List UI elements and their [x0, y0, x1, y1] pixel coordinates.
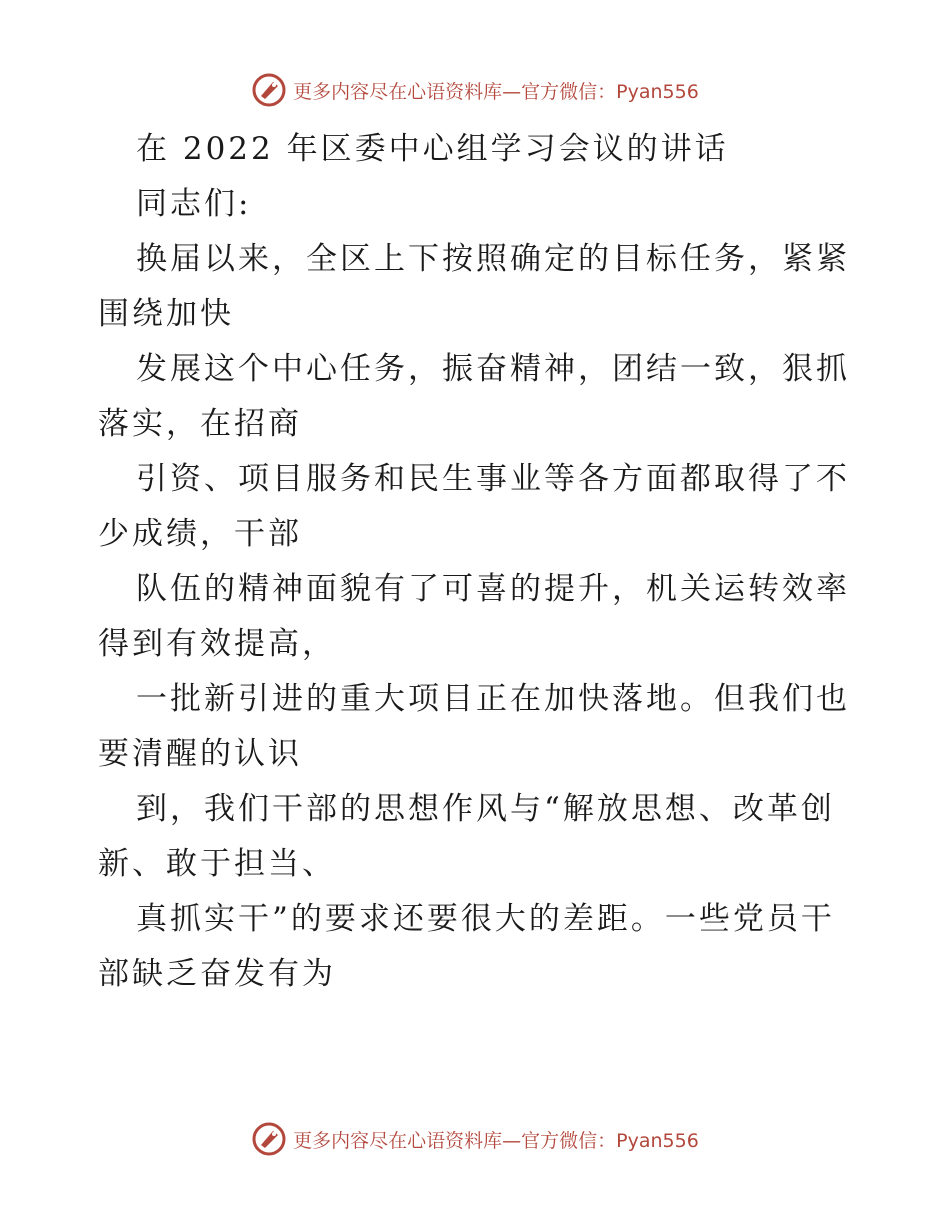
paragraph-3: 引资、项目服务和民生事业等各方面都取得了不少成绩，干部 — [98, 461, 850, 552]
paragraph-2: 发展这个中心任务，振奋精神，团结一致，狠抓落实，在招商 — [98, 351, 850, 442]
pen-nib-logo-icon — [251, 72, 287, 108]
watermark-text: 更多内容尽在心语资料库—官方微信：Pyan556 — [293, 1129, 699, 1152]
document-title: 在 2022 年区委中心组学习会议的讲话 — [136, 131, 729, 167]
document-body — [98, 122, 854, 1002]
footer-watermark — [0, 1119, 950, 1159]
paragraph-1: 换届以来，全区上下按照确定的目标任务，紧紧围绕加快 — [98, 241, 850, 332]
paragraph-5: 一批新引进的重大项目正在加快落地。但我们也要清醒的认识 — [98, 681, 850, 772]
paragraph-7: 真抓实干”的要求还要很大的差距。一些党员干部缺乏奋发有为 — [98, 901, 835, 992]
salutation: 同志们: — [136, 186, 252, 222]
paragraph-6: 到，我们干部的思想作风与“解放思想、改革创新、敢于担当、 — [98, 791, 835, 882]
pen-nib-logo-icon — [251, 1121, 287, 1157]
header-watermark — [0, 70, 950, 110]
paragraph-4: 队伍的精神面貌有了可喜的提升，机关运转效率得到有效提高， — [98, 571, 850, 662]
watermark-text: 更多内容尽在心语资料库—官方微信：Pyan556 — [293, 80, 699, 103]
